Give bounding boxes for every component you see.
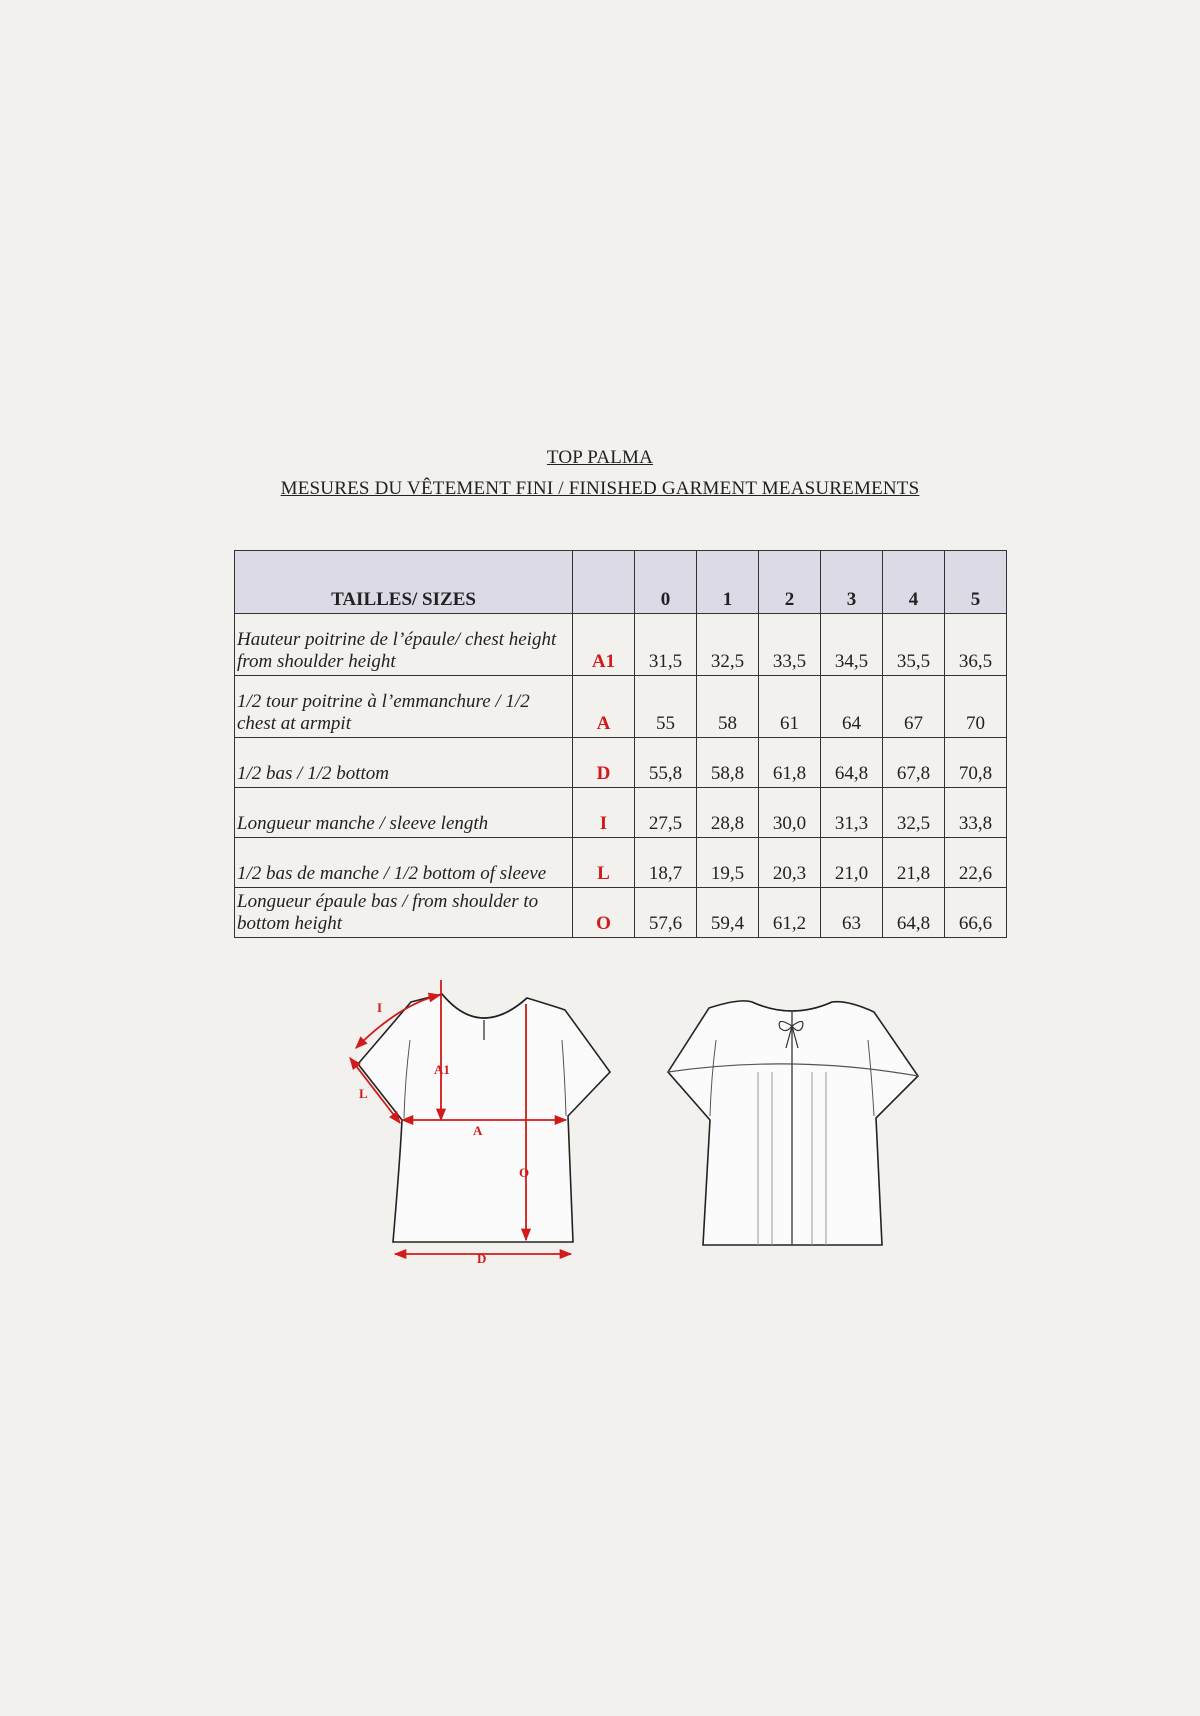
row-value: 32,5 xyxy=(697,614,759,676)
row-value: 21,0 xyxy=(821,838,883,888)
row-value: 70,8 xyxy=(945,738,1007,788)
size-header: 4 xyxy=(883,551,945,614)
row-code: D xyxy=(573,738,635,788)
row-value: 31,5 xyxy=(635,614,697,676)
page-title: TOP PALMA xyxy=(546,447,654,468)
row-value: 66,6 xyxy=(945,888,1007,938)
row-value: 34,5 xyxy=(821,614,883,676)
row-value: 28,8 xyxy=(697,788,759,838)
row-code: O xyxy=(573,888,635,938)
row-value: 30,0 xyxy=(759,788,821,838)
row-value: 21,8 xyxy=(883,838,945,888)
row-value: 67,8 xyxy=(883,738,945,788)
row-value: 64,8 xyxy=(883,888,945,938)
row-code: A xyxy=(573,676,635,738)
row-description: Hauteur poitrine de l’épaule/ chest height from shoulder height xyxy=(235,614,573,676)
row-description: Longueur épaule bas / from shoulder to bottom height xyxy=(235,888,573,938)
label-I: I xyxy=(377,1000,383,1015)
label-A1: A1 xyxy=(434,1062,450,1077)
row-code: I xyxy=(573,788,635,838)
row-value: 33,8 xyxy=(945,788,1007,838)
row-value: 64,8 xyxy=(821,738,883,788)
row-value: 31,3 xyxy=(821,788,883,838)
row-code: A1 xyxy=(573,614,635,676)
row-value: 59,4 xyxy=(697,888,759,938)
size-header: 5 xyxy=(945,551,1007,614)
row-value: 32,5 xyxy=(883,788,945,838)
row-value: 63 xyxy=(821,888,883,938)
row-value: 22,6 xyxy=(945,838,1007,888)
label-O: O xyxy=(519,1165,530,1180)
row-value: 67 xyxy=(883,676,945,738)
size-header: 3 xyxy=(821,551,883,614)
row-description: 1/2 bas de manche / 1/2 bottom of sleeve xyxy=(235,838,573,888)
row-description: 1/2 bas / 1/2 bottom xyxy=(235,738,573,788)
row-value: 55,8 xyxy=(635,738,697,788)
row-value: 55 xyxy=(635,676,697,738)
label-L: L xyxy=(359,1086,368,1101)
label-A: A xyxy=(473,1123,483,1138)
row-value: 20,3 xyxy=(759,838,821,888)
row-value: 57,6 xyxy=(635,888,697,938)
row-value: 19,5 xyxy=(697,838,759,888)
row-code: L xyxy=(573,838,635,888)
row-description: 1/2 tour poitrine à l’emmanchure / 1/2 chest at armpit xyxy=(235,676,573,738)
row-value: 18,7 xyxy=(635,838,697,888)
row-value: 61,8 xyxy=(759,738,821,788)
row-description: Longueur manche / sleeve length xyxy=(235,788,573,838)
row-value: 64 xyxy=(821,676,883,738)
row-value: 70 xyxy=(945,676,1007,738)
row-value: 58 xyxy=(697,676,759,738)
size-header: 0 xyxy=(635,551,697,614)
row-value: 33,5 xyxy=(759,614,821,676)
row-value: 36,5 xyxy=(945,614,1007,676)
row-value: 35,5 xyxy=(883,614,945,676)
back-view-drawing xyxy=(668,1001,918,1245)
row-value: 61,2 xyxy=(759,888,821,938)
label-D: D xyxy=(477,1251,487,1266)
size-header: 1 xyxy=(697,551,759,614)
row-value: 61 xyxy=(759,676,821,738)
row-value: 58,8 xyxy=(697,738,759,788)
page-subtitle: MESURES DU VÊTEMENT FINI / FINISHED GARMENT MEASUREMENTS xyxy=(280,478,920,499)
size-header: 2 xyxy=(759,551,821,614)
row-value: 27,5 xyxy=(635,788,697,838)
sizes-header: TAILLES/ SIZES xyxy=(235,551,573,614)
